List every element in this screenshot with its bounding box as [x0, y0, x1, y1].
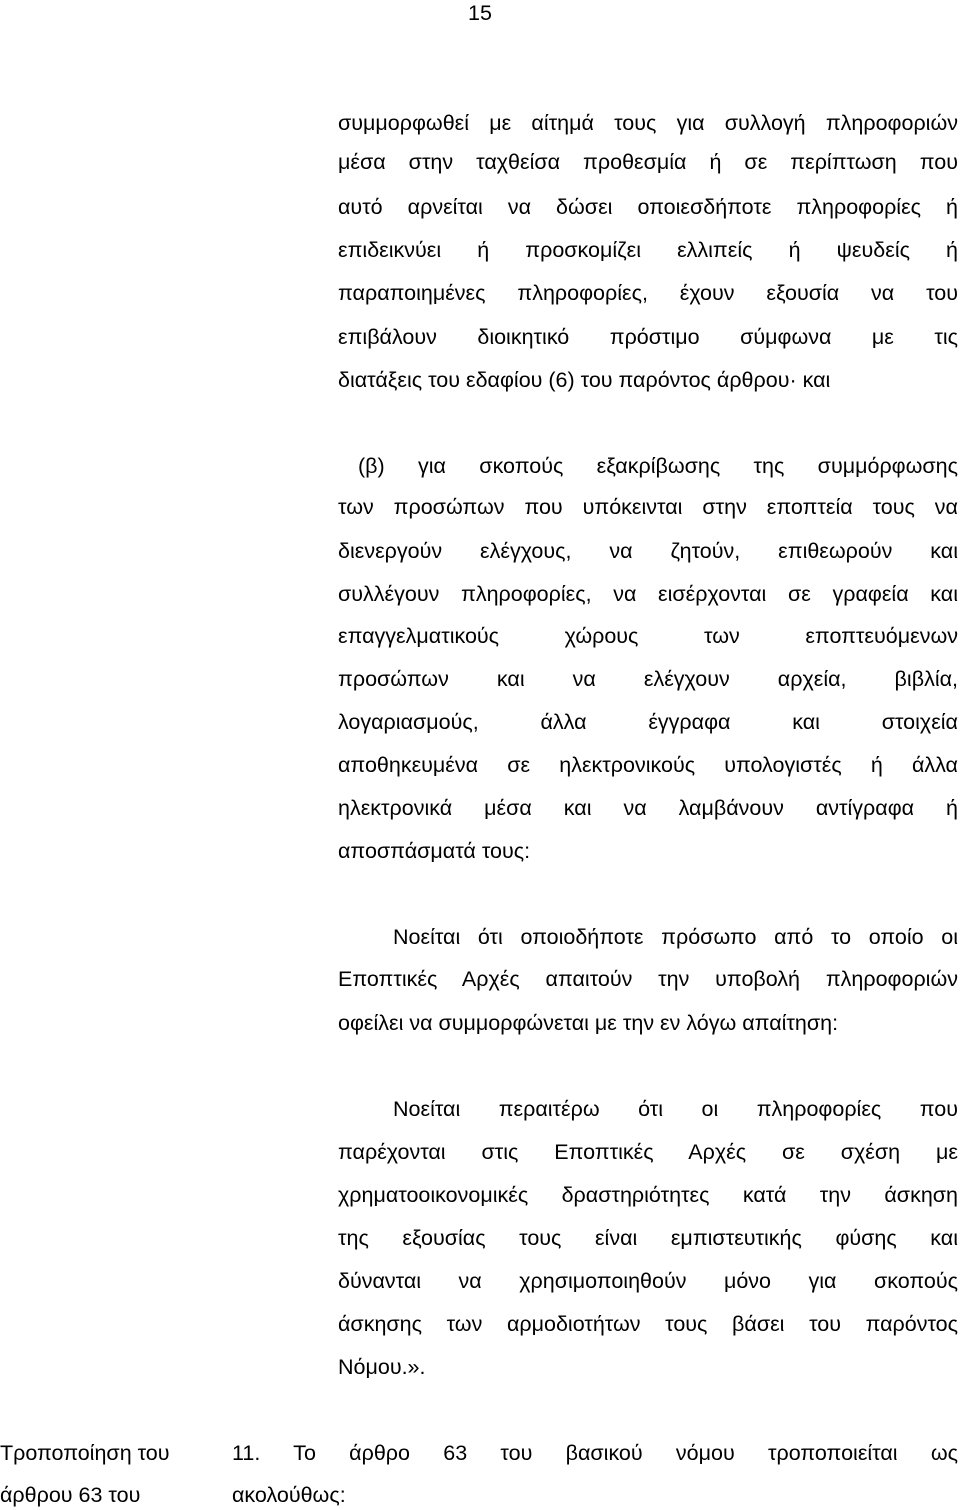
proviso-line: άσκησης των αρμοδιοτήτων τους βάσει του παρόντος — [338, 1312, 958, 1336]
paragraph-a-line: συμμορφωθεί με αίτημά τους για συλλογή πληροφοριών — [338, 111, 958, 135]
paragraph-b-line: των προσώπων που υπόκεινται στην εποπτεία τους να — [338, 495, 958, 519]
margin-note-line: άρθρου 63 του — [0, 1483, 141, 1507]
paragraph-a-line: αυτό αρνείται να δώσει οποιεσδήποτε πληροφορίες ή — [338, 195, 958, 219]
proviso-line: δύνανται να χρησιμοποιηθούν μόνο για σκοπούς — [338, 1269, 958, 1293]
paragraph-b-line: προσώπων και να ελέγχουν αρχεία, βιβλία, — [338, 667, 958, 691]
article-11-line: ακολούθως: — [232, 1483, 346, 1507]
proviso-line: της εξουσίας τους είναι εμπιστευτικής φύσης και — [338, 1226, 958, 1250]
proviso-line: χρηματοοικονομικές δραστηριότητες κατά την άσκηση — [338, 1183, 958, 1207]
proviso-line: Εποπτικές Αρχές απαιτούν την υποβολή πληροφοριών — [338, 967, 958, 991]
proviso-line: Νοείται ότι οποιοδήποτε πρόσωπο από το οποίο οι — [393, 925, 958, 949]
paragraph-b-line: διενεργούν ελέγχους, να ζητούν, επιθεωρούν και — [338, 539, 958, 563]
paragraph-b-line: συλλέγουν πληροφορίες, να εισέρχονται σε γραφεία και — [338, 582, 958, 606]
paragraph-a-line: μέσα στην ταχθείσα προθεσμία ή σε περίπτωση που — [338, 150, 958, 174]
paragraph-a-line: παραποιημένες πληροφορίες, έχουν εξουσία να του — [338, 281, 958, 305]
page-number: 15 — [468, 1, 492, 25]
paragraph-a-line: επιβάλουν διοικητικό πρόστιμο σύμφωνα με τις — [338, 325, 958, 349]
paragraph-b-line: αποθηκευμένα σε ηλεκτρονικούς υπολογιστές ή άλλα — [338, 753, 958, 777]
paragraph-b-line: επαγγελματικούς χώρους των εποπτευόμενων — [338, 624, 958, 648]
paragraph-b-line: αποσπάσματά τους: — [338, 839, 531, 863]
article-11-line: 11. Το άρθρο 63 του βασικού νόμου τροποποιείται ως — [232, 1441, 958, 1465]
paragraph-b-line: λογαριασμούς, άλλα έγγραφα και στοιχεία — [338, 710, 958, 734]
paragraph-a-line: διατάξεις του εδαφίου (6) του παρόντος άρθρου· και — [338, 368, 831, 392]
paragraph-b-line: ηλεκτρονικά μέσα και να λαμβάνουν αντίγραφα ή — [338, 796, 958, 820]
proviso-line: οφείλει να συμμορφώνεται με την εν λόγω απαίτηση: — [338, 1011, 839, 1035]
margin-note-line: Τροποποίηση του — [0, 1441, 170, 1465]
paragraph-a-line: επιδεικνύει ή προσκομίζει ελλιπείς ή ψευδείς ή — [338, 238, 958, 262]
proviso-line: Νοείται περαιτέρω ότι οι πληροφορίες που — [393, 1097, 958, 1121]
paragraph-b-line: (β) για σκοπούς εξακρίβωσης της συμμόρφωσης — [358, 454, 958, 478]
proviso-line: παρέχονται στις Εποπτικές Αρχές σε σχέση με — [338, 1140, 958, 1164]
proviso-line: Νόμου.». — [338, 1355, 426, 1379]
